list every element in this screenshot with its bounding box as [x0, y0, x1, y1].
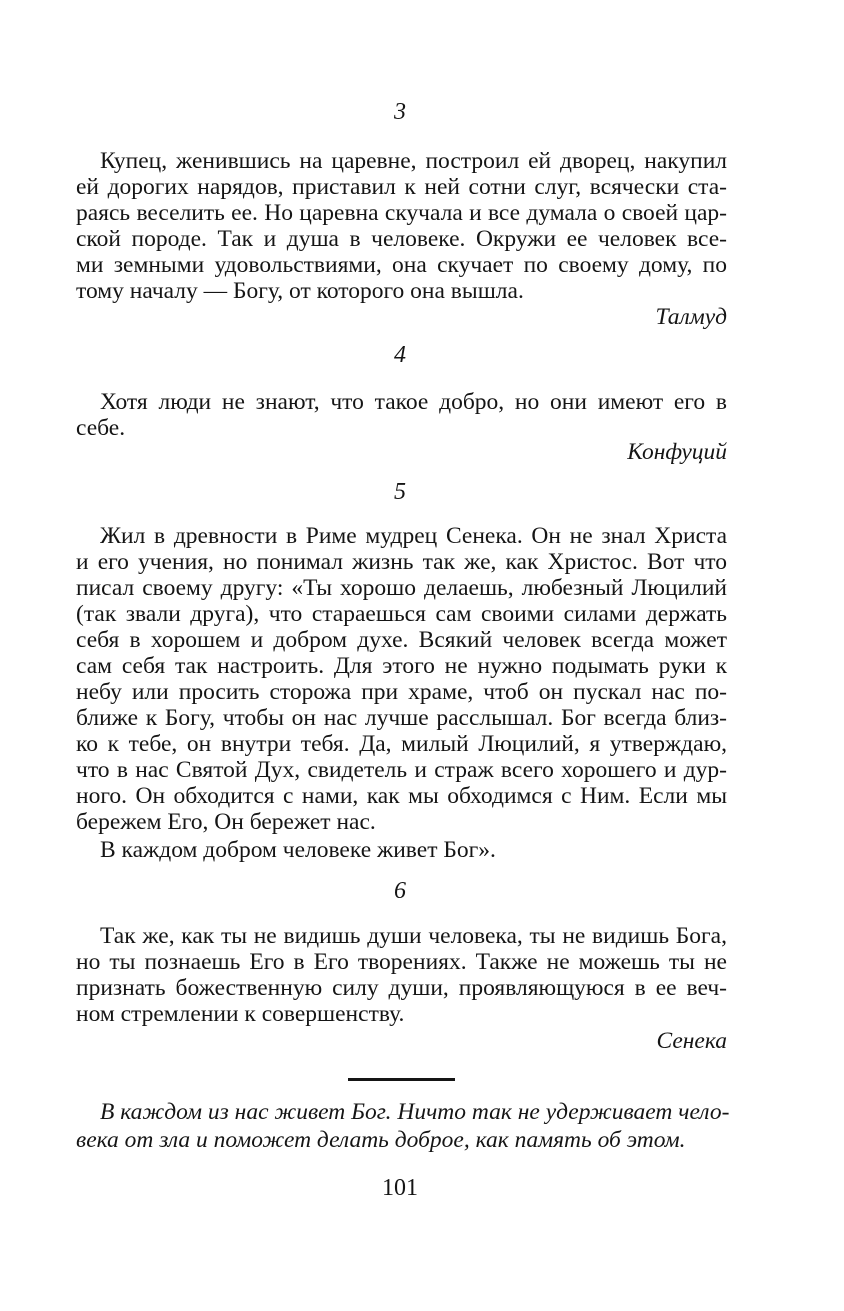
- section-3-line-1: Купец, женившись на царевне, построил ей дворец, накупил: [100, 148, 727, 174]
- section-5-line-13: В каждом добром человеке живет Бог».: [100, 837, 496, 863]
- section-4-line-2: себе.: [76, 415, 126, 441]
- section-5-line-8: ближе к Богу, чтобы он нас лучше расслышал. Бог всегда близ-: [76, 705, 727, 731]
- attribution-confucius: Конфуций: [627, 439, 727, 465]
- divider-rule: [348, 1078, 455, 1081]
- section-5-line-11: ного. Он обходится с нами, как мы обходимся с Ним. Если мы: [76, 783, 727, 809]
- section-3-line-4: ской породе. Так и душа в человеке. Окружи ее человек все-: [76, 226, 727, 252]
- closing-line-2: века от зла и поможет делать доброе, как память об этом.: [76, 1127, 686, 1153]
- section-5-line-5: себя в хорошем и добром духе. Всякий человек всегда может: [76, 627, 727, 653]
- section-6-line-2: но ты познаешь Его в Его творениях. Также не можешь ты не: [76, 949, 727, 975]
- section-3-line-3: раясь веселить ее. Но царевна скучала и все думала о своей цар-: [76, 200, 727, 226]
- section-number-4: 4: [394, 342, 406, 368]
- section-number-6: 6: [394, 878, 406, 904]
- section-5-line-4: (так звали друга), что стараешься сам своими силами держать: [76, 601, 727, 627]
- section-6-line-3: признать божественную силу души, проявляющуюся в ее веч-: [76, 975, 727, 1001]
- section-5-line-3: писал своему другу: «Ты хорошо делаешь, любезный Люцилий: [76, 575, 727, 601]
- section-5-line-10: что в нас Святой Дух, свидетель и страж всего хорошего и дур-: [76, 757, 727, 783]
- section-3-line-5: ми земными удовольствиями, она скучает по своему дому, по: [76, 252, 727, 278]
- section-4-line-1: Хотя люди не знают, что такое добро, но они имеют его в: [100, 389, 727, 415]
- section-3-line-2: ей дорогих нарядов, приставил к ней сотни слуг, всячески ста-: [76, 174, 727, 200]
- section-3-line-6: тому началу — Богу, от которого она вышла.: [76, 278, 524, 304]
- section-number-3: 3: [394, 99, 406, 125]
- section-5-line-6: сам себя так настроить. Для этого не нужно подымать руки к: [76, 653, 727, 679]
- section-6-line-1: Так же, как ты не видишь души человека, ты не видишь Бога,: [100, 923, 727, 949]
- section-5-line-1: Жил в древности в Риме мудрец Сенека. Он не знал Христа: [100, 523, 727, 549]
- section-5-line-2: и его учения, но понимал жизнь так же, как Христос. Вот что: [76, 549, 727, 575]
- attribution-seneca: Сенека: [656, 1028, 727, 1054]
- closing-line-1: В каждом из нас живет Бог. Ничто так не удерживает чело-: [100, 1099, 730, 1125]
- page-number: 101: [382, 1175, 418, 1201]
- section-5-line-12: бережем Его, Он бережет нас.: [76, 809, 376, 835]
- section-5-line-7: небу или просить сторожа при храме, чтоб он пускал нас по-: [76, 679, 727, 705]
- section-5-line-9: ко к тебе, он внутри тебя. Да, милый Люцилий, я утверждаю,: [76, 731, 727, 757]
- section-number-5: 5: [394, 479, 406, 505]
- section-6-line-4: ном стремлении к совершенству.: [76, 1001, 405, 1027]
- attribution-talmud: Талмуд: [655, 304, 727, 330]
